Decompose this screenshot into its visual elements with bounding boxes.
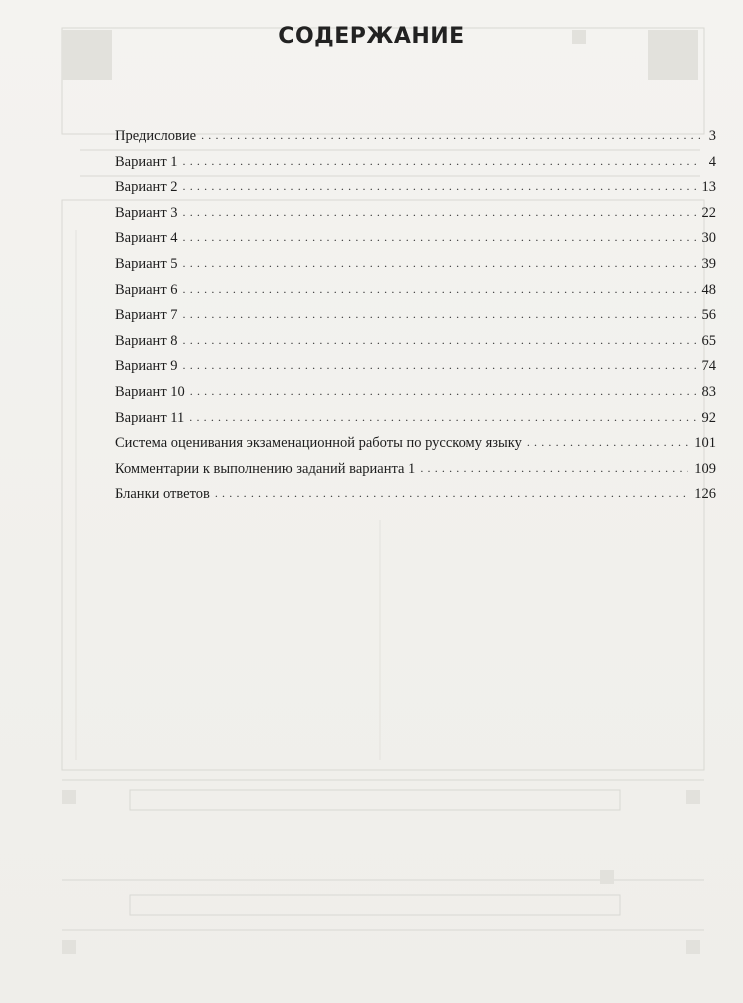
toc-entry-label: Вариант 5 [115, 255, 178, 272]
toc-entry-page-number: 56 [701, 307, 716, 324]
toc-entry-page-number: 39 [701, 255, 716, 272]
toc-leader-dots [183, 200, 696, 226]
toc-entry [115, 380, 716, 406]
toc-entry [115, 201, 716, 227]
toc-leader-dots [183, 353, 696, 379]
toc-entry-page-number: 126 [694, 486, 716, 503]
toc-entry [115, 252, 716, 278]
toc-entry-label: Бланки ответов [115, 486, 210, 503]
toc-entry [115, 175, 716, 201]
toc-entry [115, 457, 716, 483]
toc-entry-label: Вариант 6 [115, 281, 178, 298]
toc-entry [115, 329, 716, 355]
toc-leader-dots [215, 481, 688, 507]
toc-entry-page-number: 22 [701, 204, 716, 221]
toc-entry [115, 278, 716, 304]
toc-leader-dots [183, 277, 696, 303]
toc-entry [115, 431, 716, 457]
toc-entry-label: Вариант 4 [115, 230, 178, 247]
toc-entry-label: Вариант 11 [115, 409, 185, 426]
toc-leader-dots [183, 225, 696, 251]
toc-entry-label: Вариант 7 [115, 307, 178, 324]
toc-leader-dots [189, 405, 695, 431]
toc-entry-page-number: 48 [701, 281, 716, 298]
toc-entry-label: Вариант 8 [115, 332, 178, 349]
toc-entry-page-number: 101 [694, 435, 716, 452]
toc-entry-label: Вариант 2 [115, 179, 178, 196]
toc-entry-page-number: 109 [694, 460, 716, 477]
toc-leader-dots [183, 174, 696, 200]
page-title: СОДЕРЖАНИЕ [278, 24, 465, 49]
toc-entry [115, 303, 716, 329]
toc-entry-label: Вариант 1 [115, 153, 178, 170]
toc-entry-label: Предисловие [115, 128, 197, 144]
toc-entry-page-number: 74 [701, 358, 716, 375]
toc-leader-dots [183, 328, 696, 354]
toc-entry [115, 406, 716, 432]
toc-entry-label: Комментарии к выполнению заданий варианта 1 [115, 460, 416, 477]
toc-entry-page-number: 3 [708, 128, 716, 144]
toc-leader-dots [190, 379, 696, 405]
toc-leader-dots [201, 123, 700, 149]
toc-leader-dots [183, 251, 696, 277]
toc-entry [115, 226, 716, 252]
toc-entry-label: Вариант 3 [115, 204, 178, 221]
toc-entry-page-number: 4 [708, 153, 716, 170]
toc-leader-dots [527, 430, 688, 456]
toc-entry [115, 124, 716, 150]
toc-entry [115, 150, 716, 176]
toc-leader-dots [183, 149, 700, 175]
toc-entry [115, 354, 716, 380]
toc-entry-page-number: 92 [701, 409, 716, 426]
toc-entry [115, 482, 716, 508]
toc-entry-page-number: 30 [701, 230, 716, 247]
toc-entry-label: Вариант 10 [115, 383, 185, 400]
toc-entry-page-number: 83 [701, 383, 716, 400]
table-of-contents [115, 124, 716, 508]
toc-leader-dots [183, 302, 696, 328]
toc-entry-label: Система оценивания экзаменационной работы по русскому языку [115, 435, 522, 452]
toc-entry-page-number: 13 [701, 179, 716, 196]
toc-leader-dots [420, 456, 688, 482]
toc-entry-label: Вариант 9 [115, 358, 178, 375]
toc-entry-page-number: 65 [701, 332, 716, 349]
